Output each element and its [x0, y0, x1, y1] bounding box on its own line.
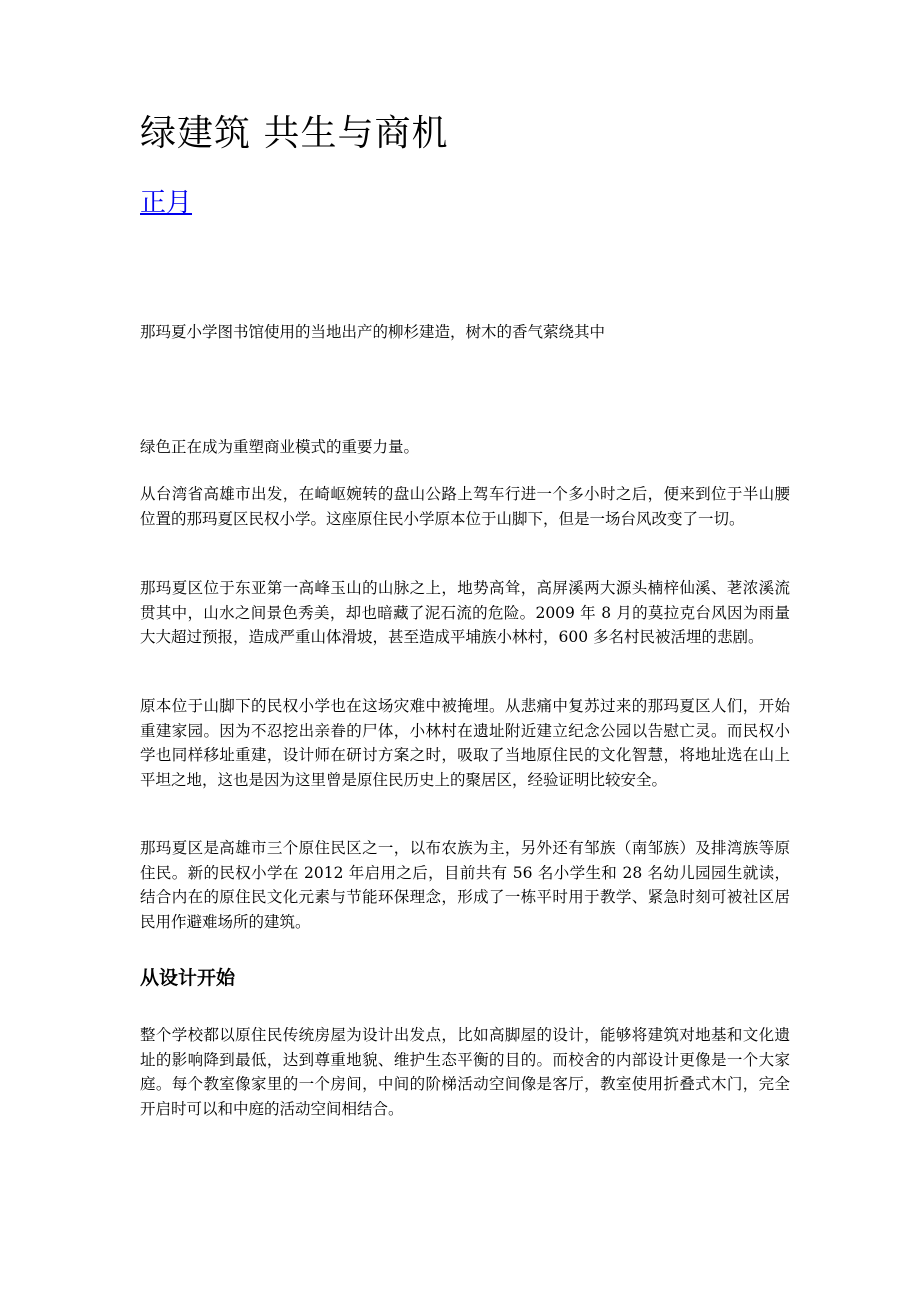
- paragraph: 原本位于山脚下的民权小学也在这场灾难中被掩埋。从悲痛中复苏过来的那玛夏区人们，开始重建家园。因为不忍挖出亲眷的尸体，小林村在遗址附近建立纪念公园以告慰亡灵。而民权小学也同样移址重建，设计师在研讨方案之时，吸取了当地原住民的文化智慧，将地址选在山上平坦之地，这也是因为这里曾是原住民历史上的聚居区，经验证明比较安全。: [140, 697, 790, 789]
- paragraph: 那玛夏区位于东亚第一高峰玉山的山脉之上，地势高耸，高屏溪两大源头楠梓仙溪、荖浓溪流贯其中，山水之间景色秀美，却也暗藏了泥石流的危险。2009 年 8 月的莫拉克台风因为雨量大大超过预报，造成严重山体滑坡，甚至造成平埔族小林村，600 多名村民被活埋的悲剧。: [140, 579, 790, 646]
- author-link[interactable]: 正月: [140, 188, 193, 218]
- paragraph: 从台湾省高雄市出发，在崎岖婉转的盘山公路上驾车行进一个多小时之后，便来到位于半山腰位置的那玛夏区民权小学。这座原住民小学原本位于山脚下，但是一场台风改变了一切。: [140, 485, 790, 528]
- image-caption: 那玛夏小学图书馆使用的当地出产的柳杉建造，树木的香气萦绕其中: [140, 323, 606, 341]
- paragraph-intro: 绿色正在成为重塑商业模式的重要力量。: [140, 438, 420, 456]
- section-heading: 从设计开始: [140, 967, 236, 989]
- paragraph: 整个学校都以原住民传统房屋为设计出发点，比如高脚屋的设计，能够将建筑对地基和文化遗址的影响降到最低，达到尊重地貌、维护生态平衡的目的。而校舍的内部设计更像是一个大家庭。每个教室像家里的一个房间，中间的阶梯活动空间像是客厅，教室使用折叠式木门，完全开启时可以和中庭的活动空间相结合。: [140, 1026, 790, 1118]
- article-title: 绿建筑 共生与商机: [140, 113, 449, 154]
- paragraph: 那玛夏区是高雄市三个原住民区之一，以布农族为主，另外还有邹族（南邹族）及排湾族等原住民。新的民权小学在 2012 年启用之后，目前共有 56 名小学生和 28 名幼儿园园生就读，结合内在的原住民文化元素与节能环保理念，形成了一栋平时用于教学、紧急时刻可被社区居民用作避难场所的建筑。: [140, 839, 790, 931]
